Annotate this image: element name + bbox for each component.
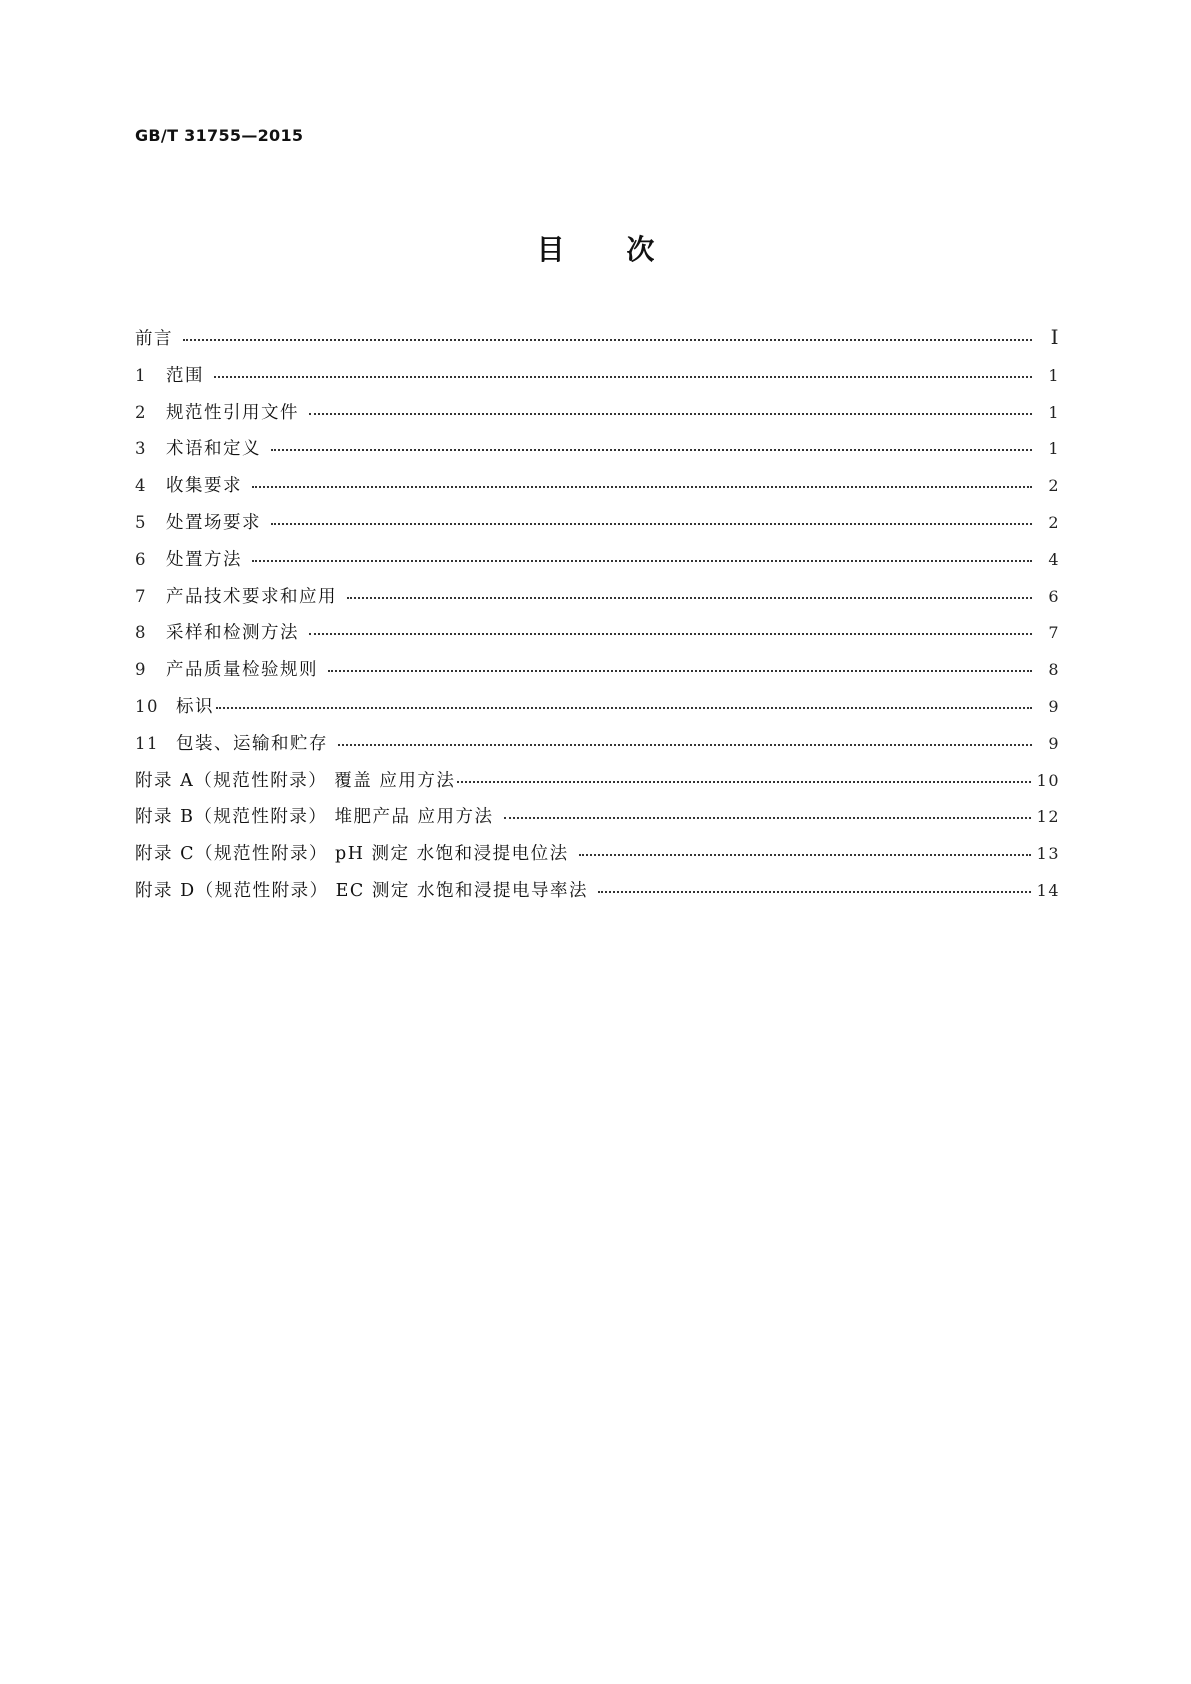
toc-entry-appendix-c[interactable] — [135, 840, 1060, 877]
toc-entry-6[interactable] — [135, 546, 1060, 583]
toc-entry-label: 规范性引用文件 — [166, 402, 299, 423]
toc-entry-page: 1 — [1048, 402, 1060, 422]
toc-entry-page: 12 — [1036, 807, 1060, 827]
toc-leader-dots — [216, 706, 1032, 709]
toc-entry-number: 11 — [135, 733, 159, 753]
toc-leader-dots — [252, 559, 1032, 562]
toc-entry-page: 10 — [1036, 770, 1060, 790]
toc-entry-label: 附录 B（规范性附录） 堆肥产品 应用方法 — [135, 807, 494, 828]
toc-entry-7[interactable] — [135, 583, 1060, 620]
toc-entry-page: 1 — [1048, 365, 1060, 385]
toc-entry-page: 14 — [1036, 880, 1060, 900]
toc-leader-dots — [579, 853, 1031, 856]
toc-entry-appendix-d[interactable] — [135, 877, 1060, 914]
toc-entry-page: 2 — [1048, 476, 1060, 496]
toc-entry-9[interactable] — [135, 656, 1060, 693]
toc-leader-dots — [457, 780, 1030, 783]
toc-title: 目 次 — [536, 233, 681, 266]
toc-entry-foreword[interactable] — [135, 325, 1060, 362]
toc-leader-dots — [309, 632, 1032, 635]
toc-leader-dots — [214, 375, 1032, 378]
toc-leader-dots — [183, 338, 1032, 341]
toc-entry-page: 1 — [1048, 439, 1060, 459]
toc-entry-number: 9 — [135, 660, 147, 680]
toc-entry-11[interactable] — [135, 730, 1060, 767]
toc-entry-label: 标识 — [176, 696, 214, 717]
toc-entry-8[interactable] — [135, 619, 1060, 656]
toc-leader-dots — [338, 743, 1032, 746]
toc-entry-label: 产品技术要求和应用 — [166, 586, 337, 607]
toc-entry-label: 收集要求 — [166, 476, 242, 497]
toc-entry-label: 前言 — [135, 329, 173, 349]
toc-leader-dots — [309, 412, 1032, 415]
toc-entry-label: 附录 D（规范性附录） EC 测定 水饱和浸提电导率法 — [135, 880, 588, 901]
toc-leader-dots — [252, 485, 1032, 488]
toc-entry-2[interactable] — [135, 399, 1060, 436]
toc-entry-page: Ⅰ — [1050, 325, 1060, 349]
toc-entry-number: 10 — [135, 696, 159, 716]
toc-entry-number: 3 — [135, 439, 147, 459]
toc-leader-dots — [504, 816, 1031, 819]
toc-leader-dots — [271, 448, 1032, 451]
toc-entry-page: 7 — [1048, 623, 1060, 643]
toc-entry-appendix-a[interactable] — [135, 767, 1060, 804]
toc-entry-number: 8 — [135, 623, 147, 643]
toc-entry-number: 6 — [135, 549, 147, 569]
toc-entry-page: 9 — [1048, 733, 1060, 753]
toc-list — [135, 325, 1060, 914]
toc-leader-dots — [347, 596, 1032, 599]
toc-entry-label: 范围 — [166, 365, 204, 386]
toc-entry-number: 1 — [135, 365, 147, 385]
toc-entry-3[interactable] — [135, 435, 1060, 472]
toc-entry-page: 6 — [1048, 586, 1060, 606]
toc-entry-number: 7 — [135, 586, 147, 606]
toc-entry-page: 9 — [1048, 696, 1060, 716]
toc-leader-dots — [328, 669, 1032, 672]
toc-entry-4[interactable] — [135, 472, 1060, 509]
toc-entry-label: 处置场要求 — [166, 512, 261, 533]
toc-leader-dots — [598, 890, 1031, 893]
toc-entry-label: 术语和定义 — [166, 439, 261, 460]
toc-entry-appendix-b[interactable] — [135, 803, 1060, 840]
toc-entry-number: 4 — [135, 476, 147, 496]
toc-entry-label: 产品质量检验规则 — [166, 660, 318, 681]
toc-entry-10[interactable] — [135, 693, 1060, 730]
toc-entry-label: 采样和检测方法 — [166, 623, 299, 644]
toc-entry-label: 附录 C（规范性附录） pH 测定 水饱和浸提电位法 — [135, 844, 569, 865]
standard-number: GB/T 31755—2015 — [135, 126, 304, 145]
toc-entry-label: 包装、运输和贮存 — [176, 733, 328, 754]
toc-leader-dots — [271, 522, 1032, 525]
toc-entry-number: 2 — [135, 402, 147, 422]
toc-entry-page: 8 — [1048, 660, 1060, 680]
toc-entry-page: 13 — [1036, 844, 1060, 864]
toc-entry-label: 附录 A（规范性附录） 覆盖 应用方法 — [135, 770, 456, 791]
toc-entry-page: 2 — [1048, 512, 1060, 532]
toc-entry-1[interactable] — [135, 362, 1060, 399]
toc-entry-number: 5 — [135, 512, 147, 532]
toc-entry-label: 处置方法 — [166, 549, 242, 570]
toc-entry-5[interactable] — [135, 509, 1060, 546]
toc-entry-page: 4 — [1048, 549, 1060, 569]
